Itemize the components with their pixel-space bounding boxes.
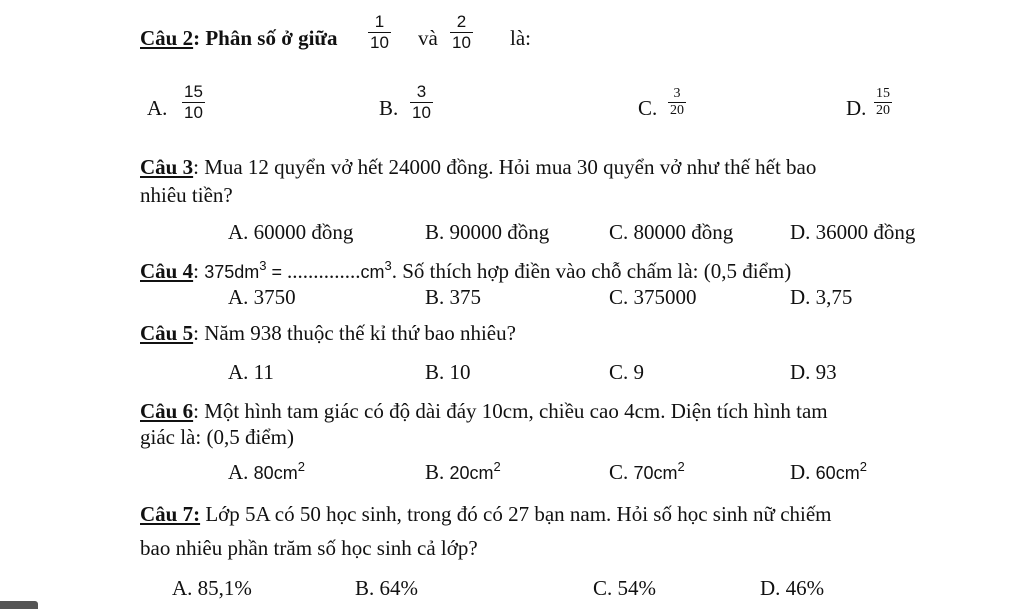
question-3-option-c[interactable]: C. 80000 đồng: [609, 220, 734, 244]
question-2-stem: [140, 26, 338, 50]
question-4-option-c[interactable]: C. 375000: [609, 285, 697, 309]
question-6-stem-line-1: [140, 399, 828, 423]
question-3-option-b[interactable]: B. 90000 đồng: [425, 220, 550, 244]
question-2-option-b-letter[interactable]: B.: [379, 96, 399, 120]
question-4-text: . Số thích hợp điền vào chỗ chấm là: (0,5 điểm): [391, 259, 792, 283]
question-2-is: là:: [510, 26, 531, 50]
question-4-stem: Câu 4: $375dm^3 = ..............cm^3$. Số thích hợp điền vào chỗ chấm là: (0,5 điểm): [140, 258, 792, 283]
question-6-text: : Một hình tam giác có độ dài đáy 10cm, chiều cao 4cm. Diện tích hình tam: [193, 399, 828, 423]
question-6-stem-line-2: giác là: (0,5 điểm): [140, 425, 294, 449]
question-5-option-a[interactable]: A. 11: [228, 360, 274, 384]
question-2-option-b-fraction[interactable]: $\frac{3}{10}$: [412, 82, 431, 122]
question-7-option-b[interactable]: B. 64%: [355, 576, 418, 600]
question-2-option-d-letter[interactable]: D.: [846, 96, 867, 120]
question-6-option-d[interactable]: D. $60cm^2$: [790, 459, 867, 484]
question-5-stem: [140, 321, 516, 345]
question-5-option-c[interactable]: C. 9: [609, 360, 645, 384]
question-2-fraction-2: $\frac{2}{10}$: [452, 12, 471, 52]
question-4-blank[interactable]: ..............: [287, 259, 361, 283]
question-2-label: Câu 2: [140, 26, 194, 50]
question-3-label: Câu 3: [140, 155, 194, 179]
question-4-option-a[interactable]: A. 3750: [228, 285, 296, 309]
question-6-option-c[interactable]: C. $70cm^2$: [609, 459, 685, 484]
question-5-option-b[interactable]: B. 10: [425, 360, 471, 384]
question-4-option-b[interactable]: B. 375: [425, 285, 482, 309]
question-7-stem-line-1: [140, 502, 832, 526]
question-5-option-d[interactable]: D. 93: [790, 360, 837, 384]
question-3-option-d[interactable]: D. 36000 đồng: [790, 220, 916, 244]
question-7-option-a[interactable]: A. 85,1%: [172, 576, 252, 600]
question-6-option-b[interactable]: B. $20cm^2$: [425, 459, 501, 484]
question-5-label: Câu 5: [140, 321, 194, 345]
question-7-option-d[interactable]: D. 46%: [760, 576, 825, 600]
question-2-text: : Phân số ở giữa: [193, 26, 338, 50]
question-3-text: : Mua 12 quyển vở hết 24000 đồng. Hỏi mua 30 quyển vở như thế hết bao: [193, 155, 817, 179]
question-4-label: Câu 4: [140, 259, 194, 283]
question-7-option-c[interactable]: C. 54%: [593, 576, 656, 600]
question-3-stem-line-1: [140, 155, 816, 179]
question-2-option-c-letter[interactable]: C.: [638, 96, 658, 120]
question-4-expression: 375dm: [204, 262, 260, 282]
question-6-label: Câu 6: [140, 399, 194, 423]
question-2-option-d-fraction[interactable]: $\frac{15}{20}$: [876, 86, 890, 118]
question-2-option-c-fraction[interactable]: $\frac{3}{20}$: [670, 86, 684, 118]
question-7-label: Câu 7:: [140, 502, 201, 526]
question-3-stem-line-2: nhiêu tiền?: [140, 183, 233, 207]
scrollbar-handle[interactable]: [0, 601, 38, 609]
question-2-fraction-1: $\frac{1}{10}$: [370, 12, 389, 52]
question-2-option-a-letter[interactable]: A.: [147, 96, 168, 120]
question-4-option-d[interactable]: D. 3,75: [790, 285, 853, 309]
question-7-text: Lớp 5A có 50 học sinh, trong đó có 27 bạn nam. Hỏi số học sinh nữ chiếm: [200, 502, 832, 526]
question-6-option-a[interactable]: A. $80cm^2$: [228, 459, 305, 484]
question-3-option-a[interactable]: A. 60000 đồng: [228, 220, 354, 244]
question-2-option-a-fraction[interactable]: $\frac{15}{10}$: [184, 82, 203, 122]
question-2-and: và: [418, 26, 438, 50]
question-7-stem-line-2: bao nhiêu phần trăm số học sinh cả lớp?: [140, 536, 478, 560]
question-5-text: : Năm 938 thuộc thế kỉ thứ bao nhiêu?: [193, 321, 516, 345]
